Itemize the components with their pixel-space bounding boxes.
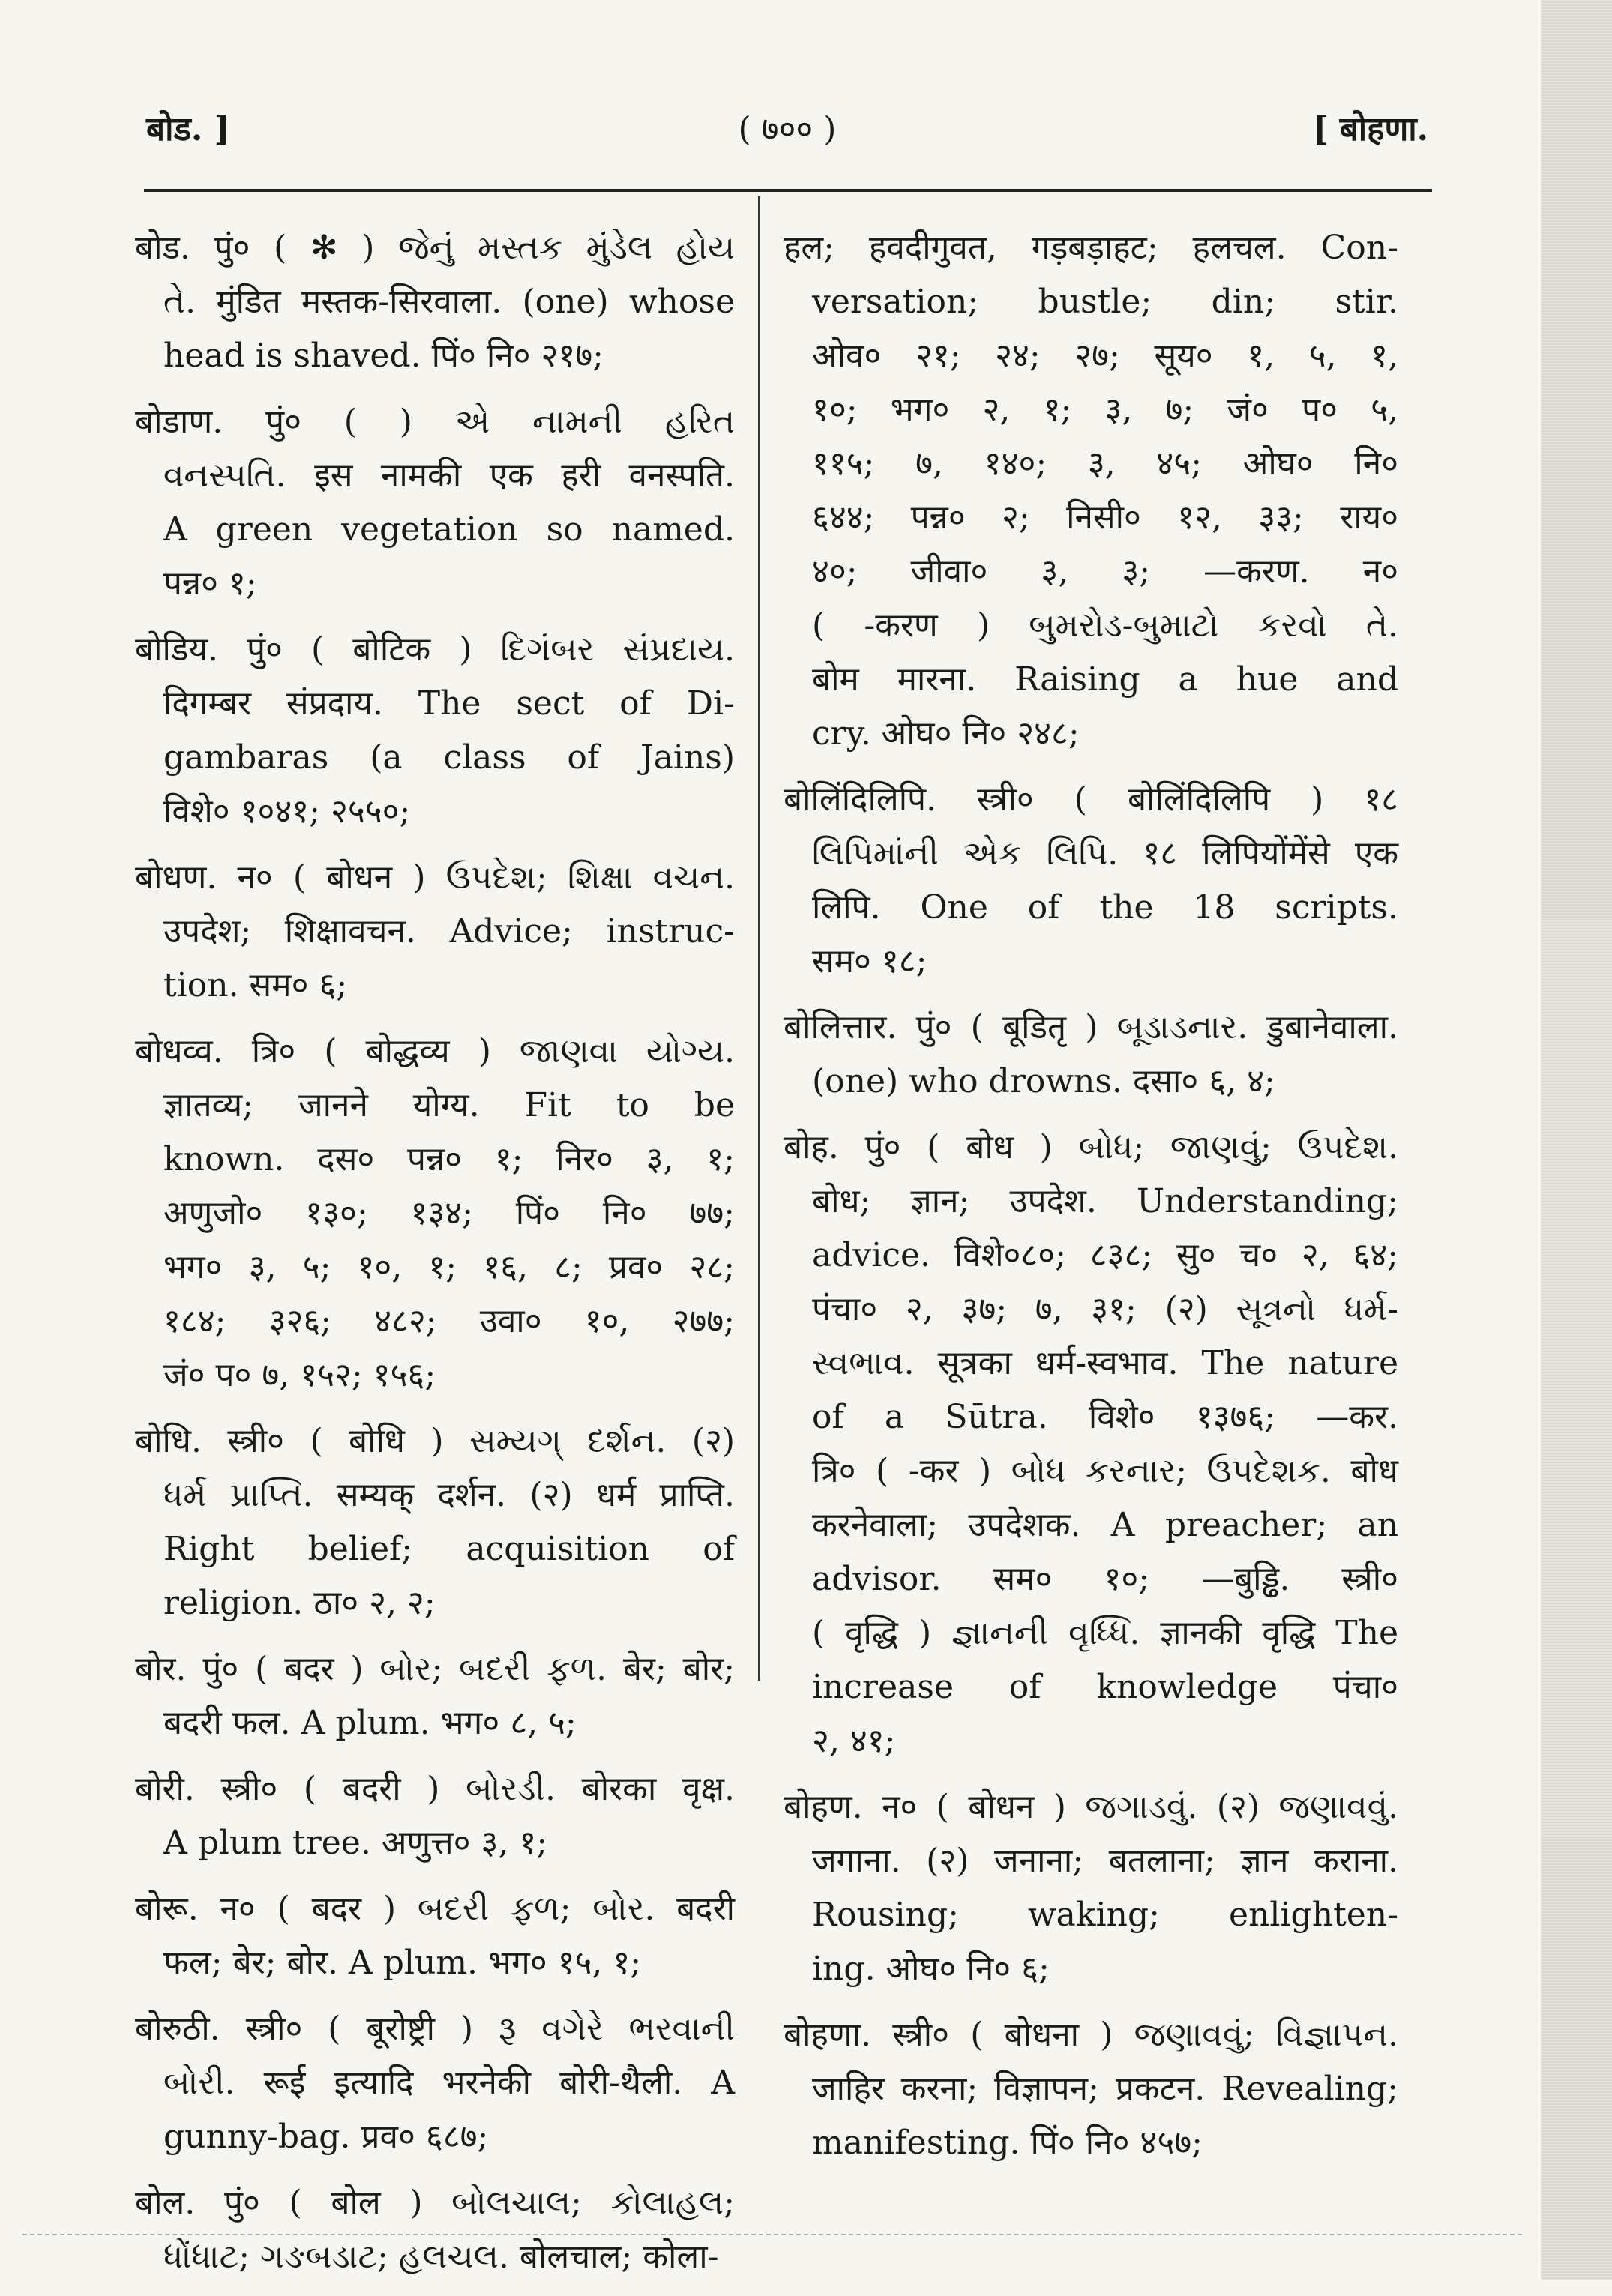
entry-line: भग० ३, ५; १०, १; १६, ८; प्रव० २८; — [163, 1248, 735, 1286]
entry-line: २, ४१; — [812, 1722, 896, 1760]
dictionary-entry — [784, 221, 1398, 761]
entry-line: ११५; ७, १४०; ३, ४५; ओघ० नि० — [812, 445, 1398, 483]
entry-line: of a Sūtra. विशे० १३७६; —कर. — [812, 1398, 1398, 1436]
entry-line: Rousing; waking; enlighten- — [812, 1896, 1398, 1934]
entry-line: ओव० २१; २४; २७; सूय० १, ५, १, — [812, 337, 1398, 375]
dictionary-entry — [135, 623, 735, 839]
entry-line: फल; बेर; बोर. A plum. भग० १५, १; — [163, 1944, 642, 1982]
entry-headword-line: बोहणा. स्त्री० ( बोधना ) જણાવવું; વિજ્ઞાપન. — [784, 2016, 1398, 2054]
entry-line: A plum tree. अणुत्त० ३, १; — [163, 1824, 548, 1862]
entry-headword-line: बोडिय. पुं० ( बोटिक ) દિગંબર સંપ્રદાય. — [135, 630, 735, 669]
entry-line: gunny-bag. प्रव० ६८७; — [163, 2118, 489, 2156]
entry-line: તે. मुंडित मस्तक-सिरवाला. (one) whose — [163, 283, 735, 321]
entry-line: ४०; जीवा० ३, ३; —करण. न० — [812, 552, 1398, 591]
header-right-guide-word: [ बोहणा. — [1312, 110, 1428, 148]
entry-headword-line: बोहण. न० ( बोधन ) જગાડવું. (२) જણાવવું. — [784, 1788, 1398, 1826]
entry-line: दिगम्बर संप्रदाय. The sect of Di- — [163, 684, 735, 723]
entry-line: बोध; ज्ञान; उपदेश. Understanding; — [812, 1182, 1398, 1220]
entry-line: १०; भग० २, १; ३, ७; जं० प० ५, — [812, 391, 1398, 429]
entry-line: (one) who drowns. दसा० ६, ४; — [812, 1062, 1275, 1100]
entry-line: ધોંધાટ; ગઙબડાટ; હલચલ. बोलचाल; कोला- — [163, 2238, 719, 2276]
entry-line: ६४४; पन्न० २; निसी० १२, ३३; राय० — [812, 498, 1398, 537]
entry-headword-line: बोडाण. पुं० ( ) એ નામની હરિત — [135, 403, 735, 441]
page-number: ( ७०० ) — [738, 110, 837, 148]
entry-line: A green vegetation so named. — [163, 510, 735, 549]
entry-headword-line: बोलित्तार. पुं० ( बूडितृ ) બૂડાડનાર. डुबानेवाला. — [784, 1008, 1398, 1046]
entry-line: पंचा० २, ३७; ७, ३१; (२) સૂત્રનો ધર્મ- — [812, 1290, 1398, 1328]
entry-line: known. दस० पन्न० १; निर० ३, १; — [163, 1140, 735, 1178]
entry-line: जगाना. (२) जनाना; बतलाना; ज्ञान कराना. — [812, 1842, 1398, 1880]
entry-line: ( -करण ) બુમરોડ-બુમાટો કરવો તે. — [812, 606, 1398, 645]
entry-line: બોરી. रूई इत्यादि भरनेकी बोरी-थैली. A — [163, 2064, 735, 2102]
entry-line: Right belief; acquisition of — [163, 1530, 735, 1568]
right-column — [784, 221, 1398, 2182]
entry-line: त्रि० ( -कर ) બોધ કરનાર; ઉપદેશક. बोध — [812, 1452, 1398, 1490]
entry-headword-line: बोरू. न० ( बदर ) બદરી ફળ; બોર. बदरी — [135, 1890, 735, 1928]
dictionary-entry — [784, 1001, 1398, 1109]
entry-line: advisor. सम० १०; —बुड्ढि. स्त्री० — [812, 1560, 1398, 1598]
entry-headword-line: बोलिंदिलिपि. स्त्री० ( बोलिंदिलिपि ) १८ — [784, 780, 1398, 819]
entry-line: cry. ओघ० नि० २४८; — [812, 714, 1080, 753]
entry-line: લિપિમાંની એક લિપિ. १८ लिपियोंमेंसे एक — [812, 834, 1398, 873]
dictionary-entry — [135, 1762, 735, 1870]
header-rule — [144, 189, 1432, 192]
entry-line: gambaras (a class of Jains) — [163, 738, 735, 777]
entry-headword-line: बोधव्व. त्रि० ( बोद्धव्य ) જાણવા યોગ્ય. — [135, 1032, 735, 1070]
entry-line: सम० १८; — [812, 942, 927, 980]
entry-line: ધર્મ પ્રાપ્તિ. सम्यक् दर्शन. (२) धर्म प्राप्ति. — [163, 1476, 735, 1514]
entry-headword-line: बोरी. स्त्री० ( बदरी ) બોરડી. बोरका वृक्ष. — [135, 1770, 735, 1808]
entry-line: पन्न० १; — [163, 564, 257, 603]
entry-line: ( वृद्धि ) જ્ઞાનની વૃધ્ધિ. ज्ञानकी वृद्धि The — [812, 1614, 1398, 1652]
entry-line: बोम मारना. Raising a hue and — [812, 660, 1398, 699]
dictionary-entry — [135, 395, 735, 611]
dictionary-entry — [135, 1882, 735, 1990]
entry-line: जाहिर करना; विज्ञापन; प्रकटन. Revealing; — [812, 2070, 1398, 2108]
entry-headword-line: बोह. पुं० ( बोध ) બોધ; જાણવું; ઉપદેશ. — [784, 1128, 1398, 1166]
entry-line: સ્વભાવ. सूत्रका धर्म-स्वभाव. The nature — [812, 1344, 1398, 1382]
entry-line: जं० प० ७, १५२; १५६; — [163, 1356, 436, 1394]
entry-line: १८४; ३२६; ४८२; उवा० १०, २७७; — [163, 1302, 735, 1340]
dictionary-entry — [784, 773, 1398, 989]
entry-headword-line: बोधि. स्त्री० ( बोधि ) સમ્યગ્ દર્શન. (२) — [135, 1422, 735, 1460]
entry-line: विशे० १०४१; २५५०; — [163, 792, 411, 831]
entry-line: religion. ठा० २, २; — [163, 1584, 436, 1622]
page-edge — [1541, 0, 1612, 2280]
entry-line: વનસ્પતિ. इस नामकी एक हरी वनस्पति. — [163, 457, 735, 495]
dictionary-entry — [135, 1025, 735, 1402]
entry-line: करनेवाला; उपदेशक. A preacher; an — [812, 1506, 1398, 1544]
dictionary-entry — [135, 1414, 735, 1630]
entry-line: manifesting. पिं० नि० ४५७; — [812, 2124, 1203, 2162]
entry-line: advice. विशे०८०; ८३८; सु० च० २, ६४; — [812, 1236, 1398, 1274]
entry-line: लिपि. One of the 18 scripts. — [812, 888, 1398, 926]
entry-headword-line: बोधण. न० ( बोधन ) ઉપદેશ; શિક્ષા વચન. — [135, 858, 735, 897]
entry-line: ing. ओघ० नि० ६; — [812, 1950, 1050, 1988]
dictionary-entry — [135, 1642, 735, 1750]
dictionary-entry — [135, 221, 735, 383]
entry-line: बदरी फल. A plum. भग० ८, ५; — [163, 1704, 577, 1742]
entry-headword-line: हल; हवदीगुवत, गड़बड़ाहट; हलचल. Con- — [784, 229, 1398, 267]
dictionary-entry — [784, 1121, 1398, 1768]
dictionary-entry — [135, 2002, 735, 2164]
entry-line: ज्ञातव्य; जानने योग्य. Fit to be — [163, 1086, 735, 1124]
entry-headword-line: बोर. पुं० ( बदर ) બોર; બદરી ફળ. बेर; बोर; — [135, 1650, 735, 1688]
entry-line: versation; bustle; din; stir. — [812, 283, 1398, 321]
entry-headword-line: बोल. पुं० ( बोल ) બોલચાલ; કોલાહલ; — [135, 2184, 735, 2222]
entry-line: head is shaved. पिं० नि० २१७; — [163, 337, 604, 375]
dictionary-entry — [135, 851, 735, 1013]
dictionary-entry — [135, 2176, 735, 2284]
column-divider — [758, 196, 760, 1681]
page-header — [146, 105, 1428, 165]
entry-line: tion. सम० ६; — [163, 966, 348, 1004]
header-left-guide-word: बोड. ] — [146, 110, 230, 148]
dictionary-entry — [784, 2008, 1398, 2170]
dictionary-entry — [784, 1780, 1398, 1996]
entry-headword-line: बोड. पुं० ( ✻ ) જેનું મસ્તક મુંડેલ હોય — [135, 229, 735, 267]
entry-line: अणुजो० १३०; १३४; पिं० नि० ७७; — [163, 1194, 735, 1232]
entry-line: उपदेश; शिक्षावचन. Advice; instruc- — [163, 912, 735, 950]
entry-line: increase of knowledge पंचा० — [812, 1668, 1398, 1706]
left-column — [135, 221, 735, 2296]
entry-headword-line: बोरुठी. स्त्री० ( बूरोष्ट्री ) રૂ વગેરે ભરવાની — [135, 2010, 735, 2048]
